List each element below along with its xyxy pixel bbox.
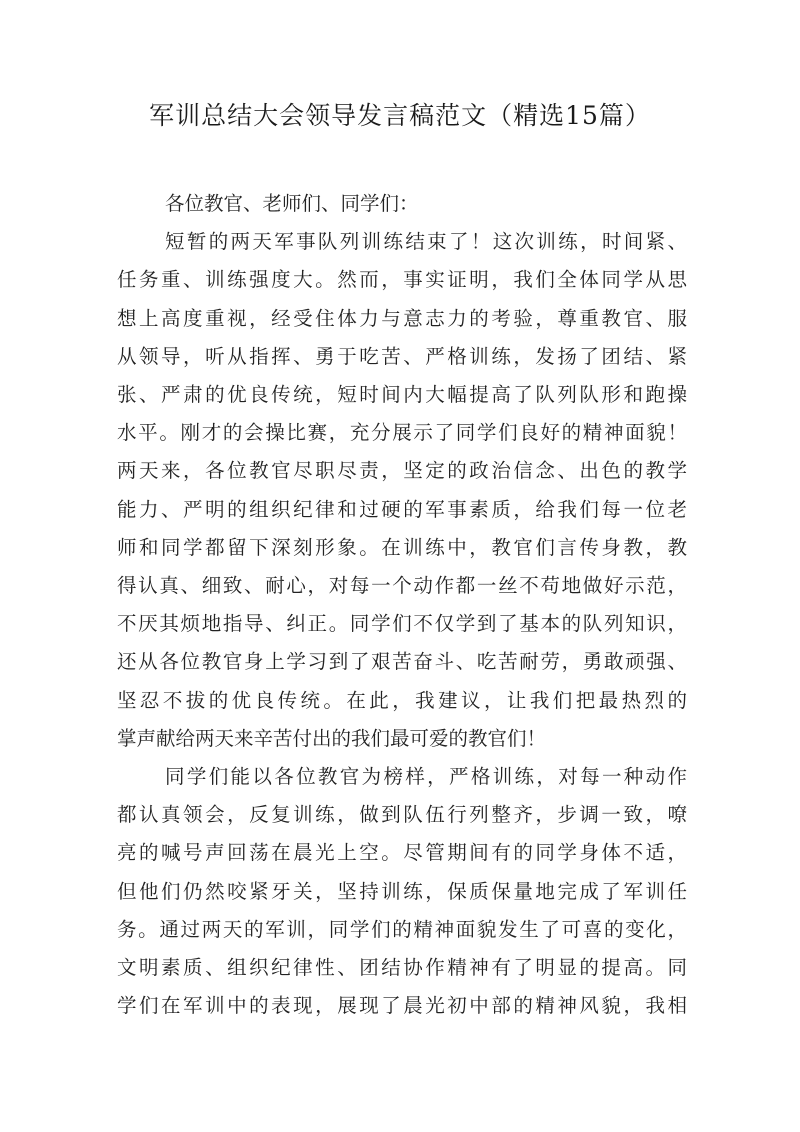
- paragraph-line: 得认真、细致、耐心，对每一个动作都一丝不苟地做好示范，: [117, 574, 687, 597]
- paragraph-line: 坚忍不拔的优良传统。在此，我建议，让我们把最热烈的: [117, 689, 687, 712]
- document-title: 军训总结大会领导发言稿范文（精选15篇）: [149, 101, 651, 130]
- paragraph-line: 亮的喊号声回荡在晨光上空。尽管期间有的同学身体不适，: [117, 841, 687, 864]
- paragraph-line: 短暂的两天军事队列训练结束了！这次训练，时间紧、: [165, 230, 687, 253]
- paragraph-line: 还从各位教官身上学习到了艰苦奋斗、吃苦耐劳，勇敢顽强、: [117, 650, 687, 673]
- paragraph-line: 两天来，各位教官尽职尽责，坚定的政治信念、出色的教学: [117, 459, 687, 482]
- paragraph-line: 张、严肃的优良传统，短时间内大幅提高了队列队形和跑操: [117, 383, 687, 406]
- paragraph-line: 想上高度重视，经受住体力与意志力的考验，尊重教官、服: [117, 307, 687, 330]
- paragraph-line: 务。通过两天的军训，同学们的精神面貌发生了可喜的变化，: [117, 918, 687, 941]
- paragraph-line: 文明素质、组织纪律性、团结协作精神有了明显的提高。同: [117, 956, 687, 979]
- paragraph-line: 都认真领会，反复训练，做到队伍行列整齐，步调一致，嘹: [117, 803, 687, 826]
- paragraph-line: 但他们仍然咬紧牙关，坚持训练，保质保量地完成了军训任: [117, 880, 687, 903]
- paragraph-line: 师和同学都留下深刻形象。在训练中，教官们言传身教，教: [117, 536, 687, 559]
- paragraph-line: 从领导，听从指挥、勇于吃苦、严格训练，发扬了团结、紧: [117, 345, 687, 368]
- paragraph-line: 掌声献给两天来辛苦付出的我们最可爱的教官们！: [117, 727, 547, 750]
- paragraph-line: 学们在军训中的表现，展现了晨光初中部的精神风貌，我相: [117, 994, 687, 1017]
- paragraph-line: 同学们能以各位教官为榜样，严格训练，对每一种动作: [165, 765, 687, 788]
- salutation-line: 各位教官、老师们、同学们：: [165, 192, 419, 215]
- paragraph-line: 能力、严明的组织纪律和过硬的军事素质，给我们每一位老: [117, 498, 687, 521]
- paragraph-line: 水平。刚才的会操比赛，充分展示了同学们良好的精神面貌！: [117, 421, 687, 444]
- paragraph-line: 任务重、训练强度大。然而，事实证明，我们全体同学从思: [117, 268, 687, 291]
- paragraph-line: 不厌其烦地指导、纠正。同学们不仅学到了基本的队列知识，: [117, 612, 687, 635]
